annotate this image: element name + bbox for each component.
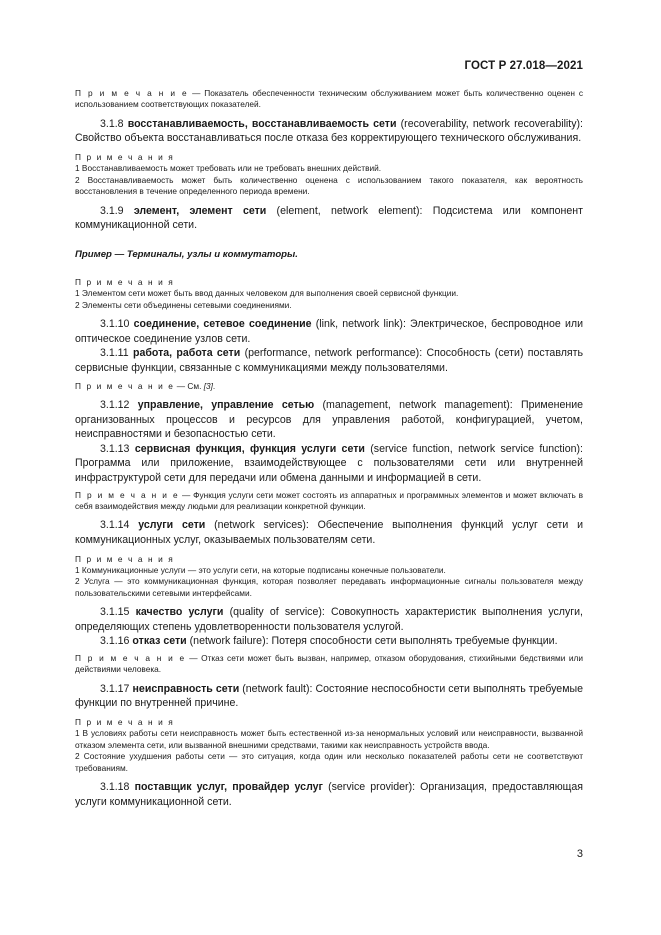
note-dash: —	[182, 489, 191, 500]
term-title: сервисная функция, функция услуги сети	[134, 442, 365, 455]
note-item: 1 Коммуникационные услуги — это услуги сети, на которые подписаны конечные пользователи.	[75, 564, 446, 575]
term-definition: (network failure): Потеря способности сети выполнять требуемые функции.	[186, 635, 558, 648]
notes-label: П р и м е ч а н и я	[75, 553, 175, 564]
notes-label: П р и м е ч а н и я	[75, 277, 175, 287]
term-number: 3.1.12	[100, 399, 130, 411]
note-label: П р и м е ч а н и е	[75, 380, 175, 391]
note-label: П р и м е ч а н и е	[75, 88, 189, 98]
term-definition: (link, network link): Электрическое, беспроводное или оптическое соединение узлов сети.	[75, 318, 583, 345]
term-definition: (recoverability, network recoverability): Свойство объекта восстанавливаться после отказа без корректирующего технического обслуживания.	[75, 117, 583, 145]
note-text: Отказ сети может быть вызван, например, отказом оборудования, стихийными бедствиями или действиями человека.	[75, 652, 583, 675]
note-text: Показатель обеспеченности техническим обслуживанием может быть количественно оценен с использованием соответствующих показателей.	[75, 88, 583, 110]
term-title: неисправность сети	[132, 682, 240, 695]
note-dash: —	[176, 380, 186, 391]
note-label: П р и м е ч а н и е	[75, 489, 180, 500]
example: Пример — Терминалы, узлы и коммутаторы.	[75, 249, 298, 261]
note-label: П р и м е ч а н и е	[75, 652, 186, 663]
note-text: .	[212, 380, 216, 391]
term-title: качество услуги	[135, 606, 224, 619]
term-3-1-13	[75, 442, 583, 486]
term-number: 3.1.14	[100, 519, 130, 532]
reference-link: [3]	[203, 380, 213, 391]
note	[75, 490, 583, 513]
term-definition: (element, network element): Подсистема или компонент коммуникационной сети.	[75, 204, 583, 232]
term-title: восстанавливаемость, восстанавливаемость сети	[127, 117, 397, 130]
term-number: 3.1.16	[100, 635, 130, 648]
note-item: 1 Элементом сети может быть ввод данных человеком для выполнения своей сервисной функции.	[75, 288, 459, 299]
notes-label: П р и м е ч а н и я	[75, 152, 175, 162]
term-number: 3.1.11	[100, 347, 129, 360]
term-definition: (network fault): Состояние неспособности сети выполнять требуемые функции по внутренней причине.	[75, 682, 583, 710]
term-definition: (quality of service): Совокупность характеристик выполнения услуги, определяющих степень удовлетворенности пользователя услугой.	[75, 606, 583, 633]
term-title: соединение, сетевое соединение	[133, 318, 312, 331]
note-item: 1 Восстанавливаемость может требовать или не требовать внешних действий.	[75, 163, 382, 174]
note	[75, 381, 583, 392]
note-dash: —	[189, 652, 198, 663]
notes-label: П р и м е ч а н и я	[75, 716, 175, 727]
note-item: 2 Состояние ухудшения работы сети — это ситуация, когда один или несколько показателей работы сети не соответствуют требованиям.	[75, 751, 583, 773]
term-number: 3.1.17	[100, 682, 130, 695]
note	[75, 88, 583, 111]
note-item: 2 Восстанавливаемость может быть количественно оценена с использованием такого показателя, как вероятность восстановления в течение определенного периода времени.	[75, 174, 583, 197]
note-item: 1 В условиях работы сети неисправность может быть естественной из-за ненормальных условий или неисправности, вызванной отказом элемента сети, или вызванной внешними средствами, такими как неисправность устройств ввода.	[75, 728, 583, 750]
document-header: ГОСТ Р 27.018—2021	[464, 60, 583, 72]
term-number: 3.1.13	[100, 442, 130, 455]
term-definition: (network services): Обеспечение выполнения функций услуг сети и коммуникационных услуг, оказываемых пользователям сети.	[75, 519, 583, 546]
term-number: 3.1.9	[100, 204, 124, 217]
term-title: поставщик услуг, провайдер услуг	[134, 781, 323, 793]
term-number: 3.1.8	[100, 117, 124, 130]
term-3-1-15	[75, 605, 583, 634]
note-item: 2 Элементы сети объединены сетевыми соединениями.	[75, 299, 292, 310]
term-3-1-16	[75, 634, 583, 649]
page-number: 3	[576, 848, 583, 860]
note-text: См.	[187, 380, 204, 391]
note	[75, 653, 583, 676]
term-3-1-10	[75, 317, 583, 346]
term-3-1-12	[75, 398, 583, 442]
term-title: отказ сети	[132, 635, 187, 648]
document-body	[75, 88, 583, 809]
note-item: 2 Услуга — это коммуникационная функция, которая позволяет передавать информационные сигналы пользователя между пользовательскими сетевыми интерфейсами.	[75, 576, 583, 598]
term-definition: (management, network management): Применение организованных процессов и ресурсов для управления работой, конфигурацией, учетом, неисправностями и безопасностью сети.	[75, 399, 583, 441]
term-number: 3.1.15	[100, 606, 130, 619]
term-3-1-14	[75, 518, 583, 547]
term-3-1-9	[75, 204, 583, 233]
term-number: 3.1.10	[100, 318, 130, 331]
note-dash: —	[192, 88, 201, 98]
term-3-1-8	[75, 117, 583, 146]
term-title: элемент, элемент сети	[133, 204, 267, 217]
term-definition: (performance, network performance): Способность (сети) поставлять сервисные функции, связанные с коммуникациями между пользователями.	[75, 347, 583, 374]
term-number: 3.1.18	[100, 781, 130, 793]
term-3-1-11	[75, 346, 583, 375]
term-title: услуги сети	[138, 519, 206, 532]
note-text: Функция услуги сети может состоять из аппаратных и программных элементов и может включать в себя взаимодействия между людьми для реализации конкретной функции.	[75, 489, 584, 511]
term-definition: (service provider): Организация, предоставляющая услуги коммуникационной сети.	[75, 781, 583, 808]
term-definition: (service function, network service function): Программа или приложение, взаимодействующее с пользователями сети или внутренней инфраструктурой сети для передачи или обмена данными и информацией в сети.	[75, 442, 583, 484]
term-3-1-18	[75, 780, 583, 809]
term-title: управление, управление сетью	[137, 399, 315, 411]
term-title: работа, работа сети	[132, 347, 241, 360]
term-3-1-17	[75, 682, 583, 711]
